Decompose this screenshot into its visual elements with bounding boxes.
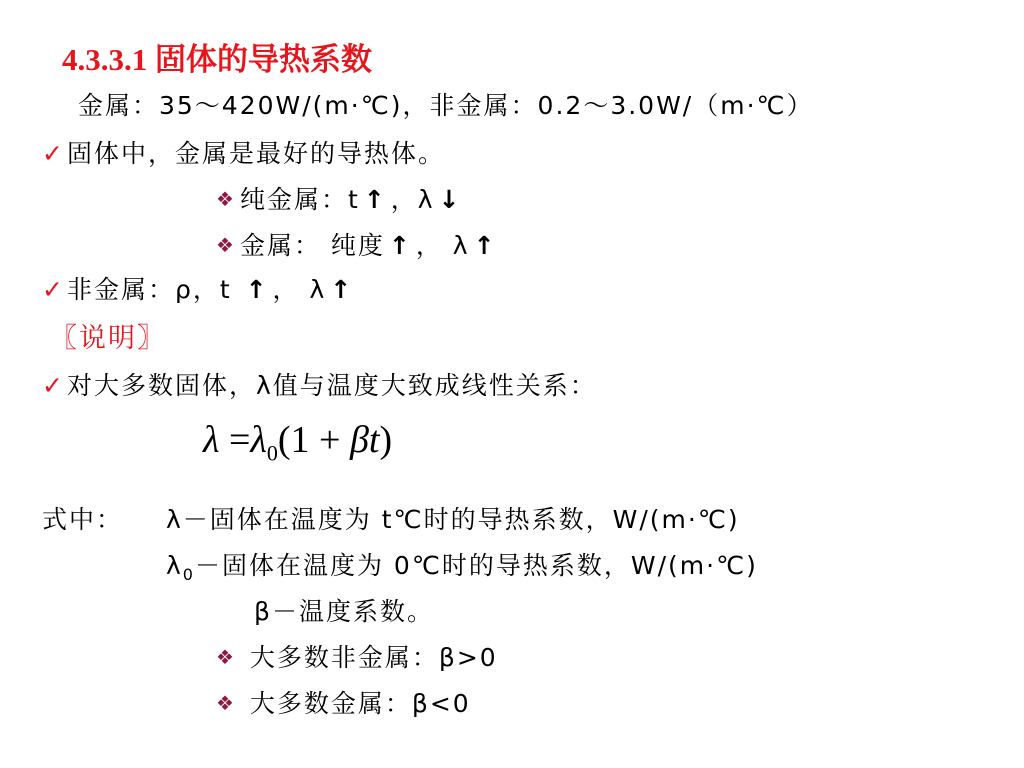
- diamond-icon: ❖: [216, 691, 236, 715]
- explanation-label: 〖说明〗: [50, 323, 166, 354]
- pure-metal-text: 纯金属：t: [239, 185, 360, 214]
- check-icon: ✓: [42, 275, 65, 304]
- bullet-metal-best: [42, 134, 445, 170]
- section-title: 4.3.3.1 固体的导热系数: [62, 42, 372, 77]
- formula-subscript: 0: [266, 440, 278, 466]
- formula-open: (1 +: [277, 419, 350, 461]
- metal-purity-mid: ， λ: [415, 231, 470, 260]
- definition-lambda: λ－固体在温度为 t℃时的导热系数，W/(m·℃): [166, 505, 740, 534]
- note-nonmetal-beta: [216, 638, 498, 674]
- formula: [203, 418, 392, 467]
- sub-bullet-metal-purity: [216, 226, 501, 262]
- def-lambda0-text: －固体在温度为 0℃时的导热系数，W/(m·℃): [194, 551, 758, 580]
- def-lambda0-subscript: 0: [182, 565, 195, 584]
- pure-metal-mid: ，λ: [390, 185, 435, 214]
- diamond-icon: ❖: [216, 645, 236, 669]
- formula-lambda0: λ: [250, 419, 267, 461]
- conductivity-range-line: 金属：35～420W/(m·℃)，非金属：0.2～3.0W/（m·℃）: [78, 91, 814, 120]
- down-arrow-icon: ↓: [438, 185, 462, 214]
- nonmetal-text: 非金属：ρ，t: [66, 275, 242, 304]
- check-icon: ✓: [42, 371, 65, 400]
- definition-beta: β－温度系数。: [254, 597, 434, 626]
- diamond-icon: ❖: [216, 187, 236, 211]
- note-metal-beta: [216, 684, 471, 720]
- note-nonmetal-text: 大多数非金属：β>0: [249, 643, 498, 672]
- check-icon: ✓: [42, 139, 65, 168]
- bullet-nonmetal: [42, 270, 357, 306]
- up-arrow-icon: ↑: [473, 231, 497, 260]
- linear-relation-text: 对大多数固体，λ值与温度大致成线性关系：: [66, 371, 597, 400]
- bullet-metal-best-text: 固体中，金属是最好的导热体。: [66, 139, 445, 168]
- diamond-icon: ❖: [216, 233, 236, 257]
- where-label: 式中：: [42, 505, 124, 534]
- note-metal-text: 大多数金属：β<0: [249, 689, 471, 718]
- formula-beta: β: [349, 419, 369, 461]
- bullet-linear-relation: [42, 366, 597, 402]
- up-arrow-icon: ↑: [245, 275, 269, 304]
- definition-lambda0: [166, 546, 758, 584]
- def-lambda0-symbol: λ: [166, 551, 183, 580]
- formula-equals: =: [219, 419, 251, 461]
- nonmetal-mid: ， λ: [272, 275, 327, 304]
- up-arrow-icon: ↑: [330, 275, 354, 304]
- sub-bullet-pure-metal: [216, 180, 465, 216]
- formula-lambda: λ: [203, 419, 220, 461]
- formula-t: t: [368, 419, 380, 461]
- up-arrow-icon: ↑: [363, 185, 387, 214]
- formula-close: ): [379, 419, 393, 461]
- up-arrow-icon: ↑: [388, 231, 412, 260]
- metal-purity-text: 金属： 纯度: [239, 231, 385, 260]
